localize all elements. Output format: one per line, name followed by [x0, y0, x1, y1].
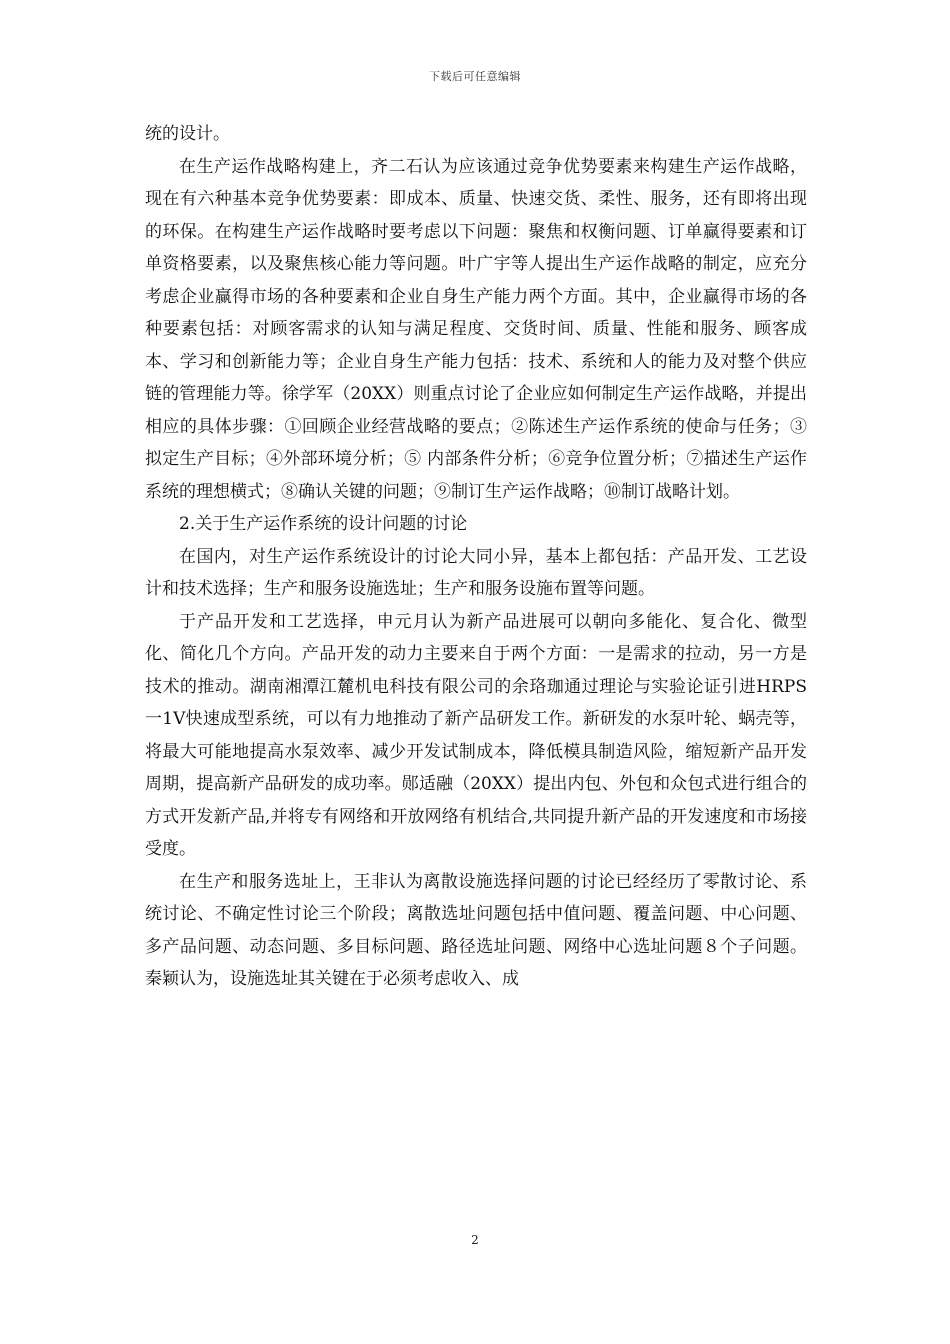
page-number: 2 — [471, 1233, 479, 1247]
paragraph: 统的设计。 — [145, 124, 230, 144]
paragraph: 在生产和服务选址上，王非认为离散设施选择问题的讨论已经经历了零散讨论、系统讨论、不确定性讨论三个阶段；离散选址问题包括中值问题、覆盖问题、中心问题、多产品问题、动态问题、多目标问题、路径选址问题、网络中心选址问题８个子问题。秦颖认为，设施选址其关键在于必须考虑收入、成 — [145, 871, 807, 989]
paragraph: 于产品开发和工艺选择，申元月认为新产品进展可以朝向多能化、复合化、微型化、简化几个方向。产品开发的动力主要来自于两个方面：一是需求的拉动，另一方是技术的推动。湖南湘潭江麓机电科技有限公司的余珞珈通过理论与实验论证引进HRPS一1V快速成型系统，可以有力地推动了新产品研发工作。新研发的水泵叶轮、蜗壳等，将最大可能地提高水泵效率、减少开发试制成本，降低模具制造风险，缩短新产品开发周期，提高新产品研发的成功率。郧适融（20XX）提出内包、外包和众包式进行组合的方式开发新产品,并将专有网络和开放网络有机结合,共同提升新产品的开发速度和市场接受度。 — [145, 611, 807, 859]
page-header: 下载后可任意编辑 — [429, 70, 521, 83]
document-body — [145, 118, 807, 996]
paragraph: 在生产运作战略构建上，齐二石认为应该通过竞争优势要素来构建生产运作战略，现在有六种基本竞争优势要素：即成本、质量、快速交货、柔性、服务，还有即将出现的环保。在构建生产运作战略时要考虑以下问题：聚焦和权衡问题、订单赢得要素和订单资格要素，以及聚焦核心能力等问题。叶广宇等人提出生产运作战略的制定，应充分考虑企业赢得市场的各种要素和企业自身生产能力两个方面。其中，企业赢得市场的各种要素包括：对顾客需求的认知与满足程度、交货时间、质量、性能和服务、顾客成本、学习和创新能力等；企业自身生产能力包括：技术、系统和人的能力及对整个供应链的管理能力等。徐学军（20XX）则重点讨论了企业应如何制定生产运作战略，并提出相应的具体步骤：①回顾企业经营战略的要点；②陈述生产运作系统的使命与任务；③拟定生产目标；④外部环境分析；⑤ 内部条件分析；⑥竞争位置分析；⑦描述生产运作系统的理想横式；⑧确认关键的问题；⑨制订生产运作战略；⑩制订战略计划。 — [145, 156, 807, 502]
section-heading: 2.关于生产运作系统的设计问题的讨论 — [179, 514, 468, 534]
paragraph: 在国内，对生产运作系统设计的讨论大同小异，基本上都包括：产品开发、工艺设计和技术选择；生产和服务设施选址；生产和服务设施布置等问题。 — [145, 546, 807, 599]
